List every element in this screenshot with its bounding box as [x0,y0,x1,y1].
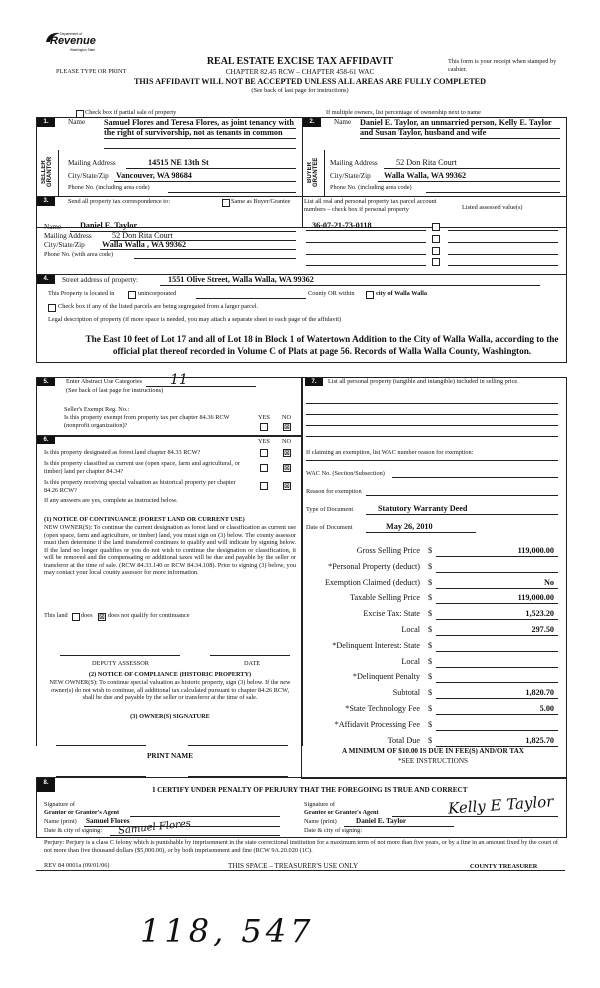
tax-name[interactable]: Daniel E. Taylor [80,221,138,230]
form-chapter: CHAPTER 82.45 RCW – CHAPTER 458-61 WAC [225,68,375,76]
personal-property-checkbox-1[interactable] [432,223,440,231]
left-signature-label2: Grantor or Grantor's Agent [44,809,120,816]
calc-label: *Personal Property (deduct) [328,561,420,571]
wac-claim-label: If claiming an exemption, list WAC number reason for exemption: [306,449,474,456]
does-not-label: does not qualify for continuance [108,612,190,619]
treasurer-space: THIS SPACE – TREASURER'S USE ONLY [228,862,359,870]
assessed-label: Listed assessed value(s) [462,204,523,211]
calc-label: Local [401,625,420,634]
tax-name-label: Name [44,223,62,231]
calc-dollar: $ [428,609,433,619]
calc-dollar: $ [428,577,433,587]
tax-city[interactable]: Walla Walla , WA 99362 [102,240,187,249]
revenue-logo [42,28,106,54]
calc-dollar: $ [428,656,433,666]
sec6-no: NO [282,438,292,445]
minimum-note: A MINIMUM OF $10.00 IS DUE IN FEE(S) AND/OR TAX [342,747,524,755]
personal-property-checkbox-3[interactable] [432,247,440,255]
seller-side-label: SELLER GRANTOR [41,156,53,188]
right-date-city-label: Date & city of signing: [304,827,363,834]
left-date-city-label: Date & city of signing: [44,827,103,834]
buyer-name-label: Name [334,118,352,126]
form-title: REAL ESTATE EXCISE TAX AFFIDAVIT [206,56,394,67]
forest-yes-checkbox[interactable] [260,449,268,457]
city-of-label: city of Walla Walla [376,290,428,297]
seller-name-label: Name [68,118,86,126]
valuation-section-number: 6. [37,436,55,444]
buyer-city-label: City/State/Zip [330,172,371,180]
city-checkbox[interactable] [366,291,374,299]
buyer-phone-label: Phone No. (including area code) [330,184,412,191]
buyer-city[interactable]: Walla Walla, WA 99362 [384,171,467,180]
right-signature-label: Signature of [304,801,335,808]
calc-dollar: $ [428,672,433,682]
seller-phone-label: Phone No. (including area code) [68,184,150,191]
tax-mail-label: Mailing Address [44,232,92,240]
notice1-text: NEW OWNER(S): To continue the current designation as forest land or classification as current use (open space, farm and agriculture, or timber) land, you must sign on (3) below. The county assessor must then determine if the land transferred continues to qualify and will indicate by signing below. If the land no longer qualifies or you do not wish to continue the designation or classification, it will be removed and the compensating or additional taxes will be due and payable by the seller or transferor at the time of sale. (RCW 84.33.140 or RCW 84.34.108). Prior to signing (3) below, you may contact your local county assessor for more information. [44,524,296,577]
county-or-label: County OR within [308,290,355,297]
calc-label: *Delinquent Penalty [352,672,420,682]
multiple-owners-note: If multiple owners, list percentage of ownership next to name [326,109,481,116]
calc-dollar: $ [428,640,433,650]
forest-question: Is this property designated as forest land chapter 84.33 RCW? [44,449,201,456]
calc-label: *Affidavit Processing Fee [334,719,420,729]
calc-value[interactable]: No [543,577,554,587]
calc-label: Subtotal [392,688,420,698]
right-signature-label2: Grantee or Grantee's Agent [304,809,379,816]
notice1-title: (1) NOTICE OF CONTINUANCE (FOREST LAND OR CURRENT USE) [44,516,245,523]
county-treasurer: COUNTY TREASURER [470,863,538,870]
calc-label: Excise Tax: State [363,609,420,619]
historic-yes-checkbox[interactable] [260,482,268,490]
legal-description-label: Legal description of property (if more space is needed, you may attach a separate sheet to each page of the affidavit) [48,316,342,323]
seller-name[interactable]: Samuel Flores and Teresa Flores, as joint tenancy with the right of survivorship, not as tenants in common [104,118,294,137]
sec5-no: NO [282,414,292,421]
seller-section-number: 1. [37,118,55,127]
exempt-question: Is this property exempt from property tax per chapter 84.36 RCW (nonprofit organization)? [64,414,230,429]
logo-small: Department of [60,32,83,36]
document-date-label: Date of Document [306,524,353,531]
exemption-reason-label: Reason for exemption [306,488,362,495]
calc-label: Total Due [387,735,420,745]
located-in-label: This Property is located in [48,290,115,297]
unincorporated-label: unincorporated [138,290,177,297]
seller-mail[interactable]: 14515 NE 13th St [148,158,209,167]
partial-sale-label: Check box if partial sale of property [85,109,177,116]
calc-value[interactable]: 5.00 [539,704,554,713]
personal-property-checkbox-2[interactable] [432,235,440,243]
seller-city[interactable]: Vancouver, WA 98684 [116,171,192,180]
exempt-yes-checkbox[interactable] [260,423,268,431]
right-signature: Kelly E Taylor [447,792,554,818]
left-name-print-label: Name (print) [44,818,77,825]
form-see-back: (See back of last page for instructions) [251,87,349,94]
unincorporated-checkbox[interactable] [128,291,136,299]
calc-value[interactable]: 1,820.70 [525,688,554,698]
historic-no-checkbox[interactable]: ⊠ [284,482,290,490]
current-use-question: Is this property classified as current use (open space, farm and agricultural, or timber) land per chapter 84.34? [44,460,240,475]
exempt-reg-label: Seller's Exempt Reg. No.: [64,406,130,413]
deputy-assessor-label: DEPUTY ASSESSOR [92,660,149,667]
current-use-no-checkbox[interactable]: ⊠ [284,464,290,472]
seller-mail-label: Mailing Address [68,159,116,167]
legal-description[interactable]: The East 10 feet of Lot 17 and all of Lot 18 in Block 1 of Watertown Addition to the City of Walla Walla, according to the official plat thereof recorded in Volume C of Plats at page 56. Records of Walla Walla County, Washington. [85,334,559,356]
this-land-label: This land [44,612,68,619]
date-label: DATE [244,660,261,667]
please-type: PLEASE TYPE OR PRINT [56,68,127,75]
property-section-number: 4. [37,275,55,284]
calc-value[interactable]: 1,825.70 [525,735,554,745]
document-type[interactable]: Statutory Warranty Deed [378,504,468,513]
sec5-yes: YES [258,414,270,421]
accounts-label: List all real and personal property tax parcel account numbers – check box if personal property [304,198,437,213]
does-label: does [81,612,93,619]
calc-dollar: $ [428,688,433,698]
calc-dollar: $ [428,546,433,555]
certify-statement: I CERTIFY UNDER PENALTY OF PERJURY THAT THE FOREGOING IS TRUE AND CORRECT [152,786,468,794]
abstract-section-number: 5. [37,378,55,386]
handwritten-number: 118, 547 [140,912,315,950]
calc-label: *State Technology Fee [345,704,420,713]
calc-dollar: $ [428,593,433,603]
form-revision: REV 84 0001a (09/01/06) [44,862,110,869]
calc-label: Gross Selling Price [356,546,420,555]
calc-dollar: $ [428,719,433,729]
seller-city-label: City/State/Zip [68,172,109,180]
calc-label: *Delinquent Interest: State [332,640,420,650]
tax-phone-label: Phone No. (with area code) [44,251,114,258]
abstract-handwritten: 11 [170,372,188,388]
form-warning: THIS AFFIDAVIT WILL NOT BE ACCEPTED UNLESS ALL AREAS ARE FULLY COMPLETED [133,77,487,86]
calc-value[interactable]: 119,000.00 [517,546,554,555]
document-type-label: Type of Document [306,506,354,513]
notice2-title: (2) NOTICE OF COMPLIANCE (HISTORIC PROPERTY) [88,671,252,678]
abstract-label: Enter Abstract Use Categories [66,378,143,385]
buyer-side-label: BUYER GRANTEE [307,157,319,187]
calc-dollar: $ [428,735,433,745]
same-as-buyer-checkbox[interactable] [222,199,230,207]
calc-label: Local [401,656,420,666]
buyer-mail-label: Mailing Address [330,159,378,167]
correspondence-section-number: 3. [37,197,55,206]
abstract-see: (See back of last page for instructions) [66,387,164,394]
segregated-label: Check box if any of the listed parcels are being segregated from a larger parcel. [58,303,259,310]
does-not-checkbox[interactable]: ⊠ [99,613,105,621]
calc-label: Exemption Claimed (deduct) [324,577,420,587]
form-receipt: This form is your receipt when stamped by cashier. [448,58,557,73]
current-use-yes-checkbox[interactable] [260,464,268,472]
tax-mail[interactable]: 52 Don Rita Court [112,231,173,240]
tax-city-label: City/State/Zip [44,241,85,249]
see-instructions-note: *SEE INSTRUCTIONS [397,757,469,765]
owner-signature-label: (3) OWNER(S) SIGNATURE [130,713,210,720]
calc-value[interactable]: 297.50 [531,625,554,634]
sec6-yes: YES [258,438,270,445]
calc-label: Taxable Selling Price [350,593,420,603]
notice2-text: NEW OWNER(S): To continue special valuation as historic property, sign (3) below. If the new owner(s) do not wish to continue, all additional tax calculated pursuant to chapter 84.26 RCW, shall be due and payable by the seller or transferor at the time of sale. [49,679,291,702]
logo-sub: Washington State [70,48,96,52]
certification-section-number: 8. [37,778,55,792]
calc-dollar: $ [428,625,433,634]
exempt-no-checkbox[interactable]: ⊠ [284,423,290,431]
left-name[interactable]: Samuel Flores [86,817,130,825]
personal-property-label: List all personal property (tangible and intangible) included in selling price. [328,378,519,385]
left-signature: Samuel Flores [117,818,192,837]
historic-question: Is this property receiving special valuation as historical property per chapter 84.26 RCW? [44,479,236,494]
perjury-notice: Perjury: Perjury is a class C felony which is punishable by imprisonment in the state correctional institution for a maximum term of not more than five years, or by a fine in an amount fixed by the court of not more than five thousand dollars ($5,000.00), or by both imprisonment and fine (RCW 9A.20.020 (1C). [44,839,558,854]
wac-number-label: WAC No. (Section/Subsection) [306,470,385,477]
street-address-label: Street address of property: [62,276,139,284]
if-yes-note: If any answers are yes, complete as instructed below. [44,497,178,504]
calc-dollar: $ [428,704,433,713]
print-name-label: PRINT NAME [147,752,193,760]
calc-value[interactable]: 119,000.00 [517,593,554,603]
right-name[interactable]: Daniel E. Taylor [356,817,407,825]
right-name-print-label: Name (print) [304,818,337,825]
street-address[interactable]: 1551 Olive Street, Walla Walla, WA 99362 [168,275,314,284]
does-checkbox[interactable] [72,613,80,621]
forest-no-checkbox[interactable]: ⊠ [284,449,290,457]
correspondence-label: Send all property tax correspondence to: [68,198,170,205]
calc-value[interactable]: 1,523.20 [525,609,554,619]
calc-dollar: $ [428,561,433,571]
left-signature-label: Signature of [44,801,75,808]
personal-property-section-number: 7. [305,378,323,386]
same-as-buyer-label: Same as Buyer/Grantee [231,198,291,205]
logo-big: Revenue [50,35,96,47]
segregated-checkbox[interactable] [48,304,56,312]
account-number[interactable]: 36-07-21-73-0118 [312,221,372,230]
buyer-section-number: 2. [303,118,321,127]
buyer-name[interactable]: Daniel E. Taylor, an unmarried person, Kelly E. Taylor and Susan Taylor, husband and wife [360,118,552,137]
document-date[interactable]: May 26, 2010 [386,522,433,531]
personal-property-checkbox-4[interactable] [432,258,440,266]
buyer-mail[interactable]: 52 Don Rita Court [396,158,457,167]
